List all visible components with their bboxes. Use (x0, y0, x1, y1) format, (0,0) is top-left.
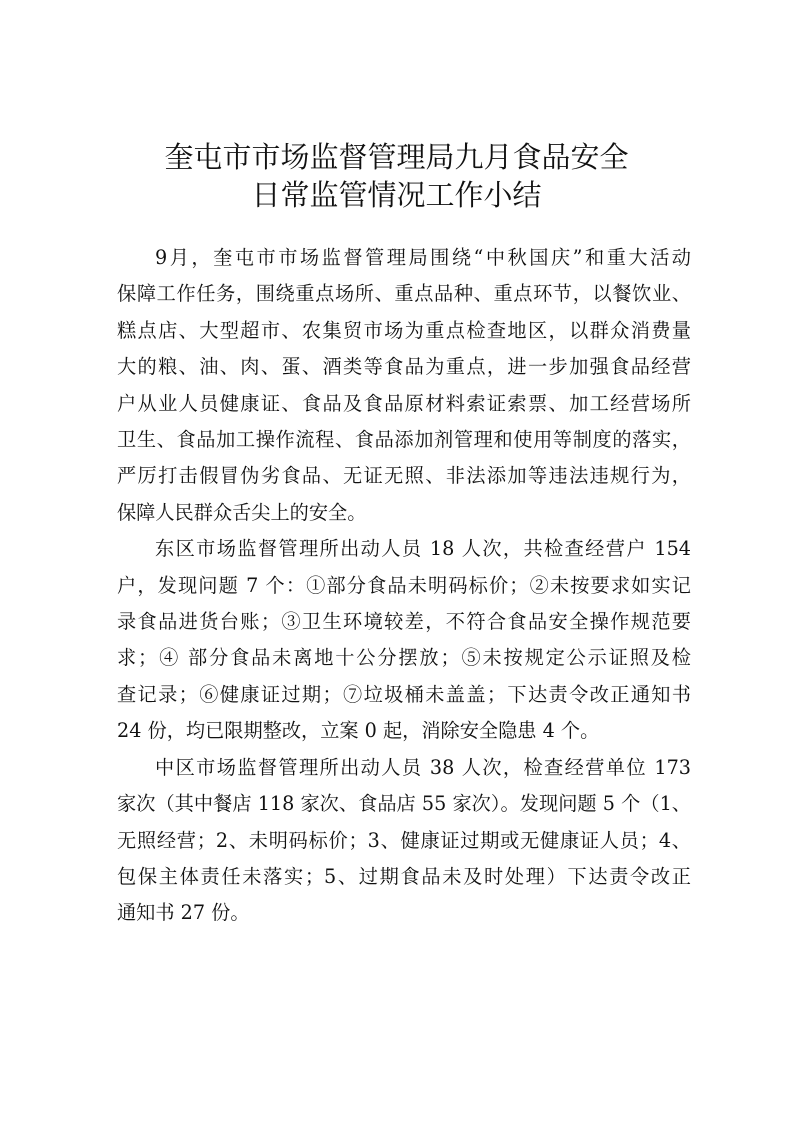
paragraph-line: 东区市场监督管理所出动人员 18 人次，共检查经营户 154 (155, 537, 691, 561)
paragraph-line: 录食品进货台账；③卫生环境较差，不符合食品安全操作规范要 (117, 610, 691, 634)
paragraph-central-district (117, 750, 691, 932)
title-line-1: 奎屯市市场监督管理局九月食品安全 (164, 140, 629, 174)
paragraph-line: 户，发现问题 7 个：①部分食品未明码标价；②未按要求如实记 (117, 573, 691, 597)
paragraph-east-district (117, 531, 691, 749)
paragraph-line: 户从业人员健康证、食品及食品原材料索证索票、加工经营场所 (117, 391, 691, 415)
paragraph-line: 糕点店、大型超市、农集贸市场为重点检查地区，以群众消费量 (117, 318, 691, 342)
title-line-2: 日常监管情况工作小结 (251, 178, 542, 212)
paragraph-line: 大的粮、油、肉、蛋、酒类等食品为重点，进一步加强食品经营 (117, 355, 691, 379)
paragraph-line: 求；④ 部分食品未离地十公分摆放；⑤未按规定公示证照及检 (117, 646, 691, 670)
paragraph-line: 无照经营；2、未明码标价；3、健康证过期或无健康证人员；4、 (117, 828, 691, 852)
paragraph-line: 家次（其中餐店 118 家次、食品店 55 家次）。发现问题 5 个（1、 (117, 792, 691, 816)
document-title (80, 138, 713, 214)
paragraph-line: 查记录；⑥健康证过期；⑦垃圾桶未盖盖；下达责令改正通知书 (117, 682, 691, 706)
paragraph-line: 卫生、食品加工操作流程、食品添加剂管理和使用等制度的落实， (117, 428, 691, 452)
paragraph-line: 中区市场监督管理所出动人员 38 人次，检查经营单位 173 (155, 755, 691, 779)
paragraph-line: 9月，奎屯市市场监督管理局围绕“中秋国庆”和重大活动 (155, 246, 691, 269)
paragraph-line: 24 份，均已限期整改，立案 0 起，消除安全隐患 4 个。 (117, 719, 600, 743)
paragraph-line: 严厉打击假冒伪劣食品、无证无照、非法添加等违法违规行为， (117, 464, 691, 488)
paragraph-line: 保障人民群众舌尖上的安全。 (117, 500, 367, 524)
paragraph-line: 保障工作任务，围绕重点场所、重点品种、重点环节，以餐饮业、 (117, 282, 691, 306)
paragraph-intro (117, 240, 691, 531)
paragraph-line: 包保主体责任未落实；5、过期食品未及时处理）下达责令改正 (117, 864, 691, 888)
document-body (117, 240, 691, 932)
paragraph-line: 通知书 27 份。 (117, 901, 250, 925)
